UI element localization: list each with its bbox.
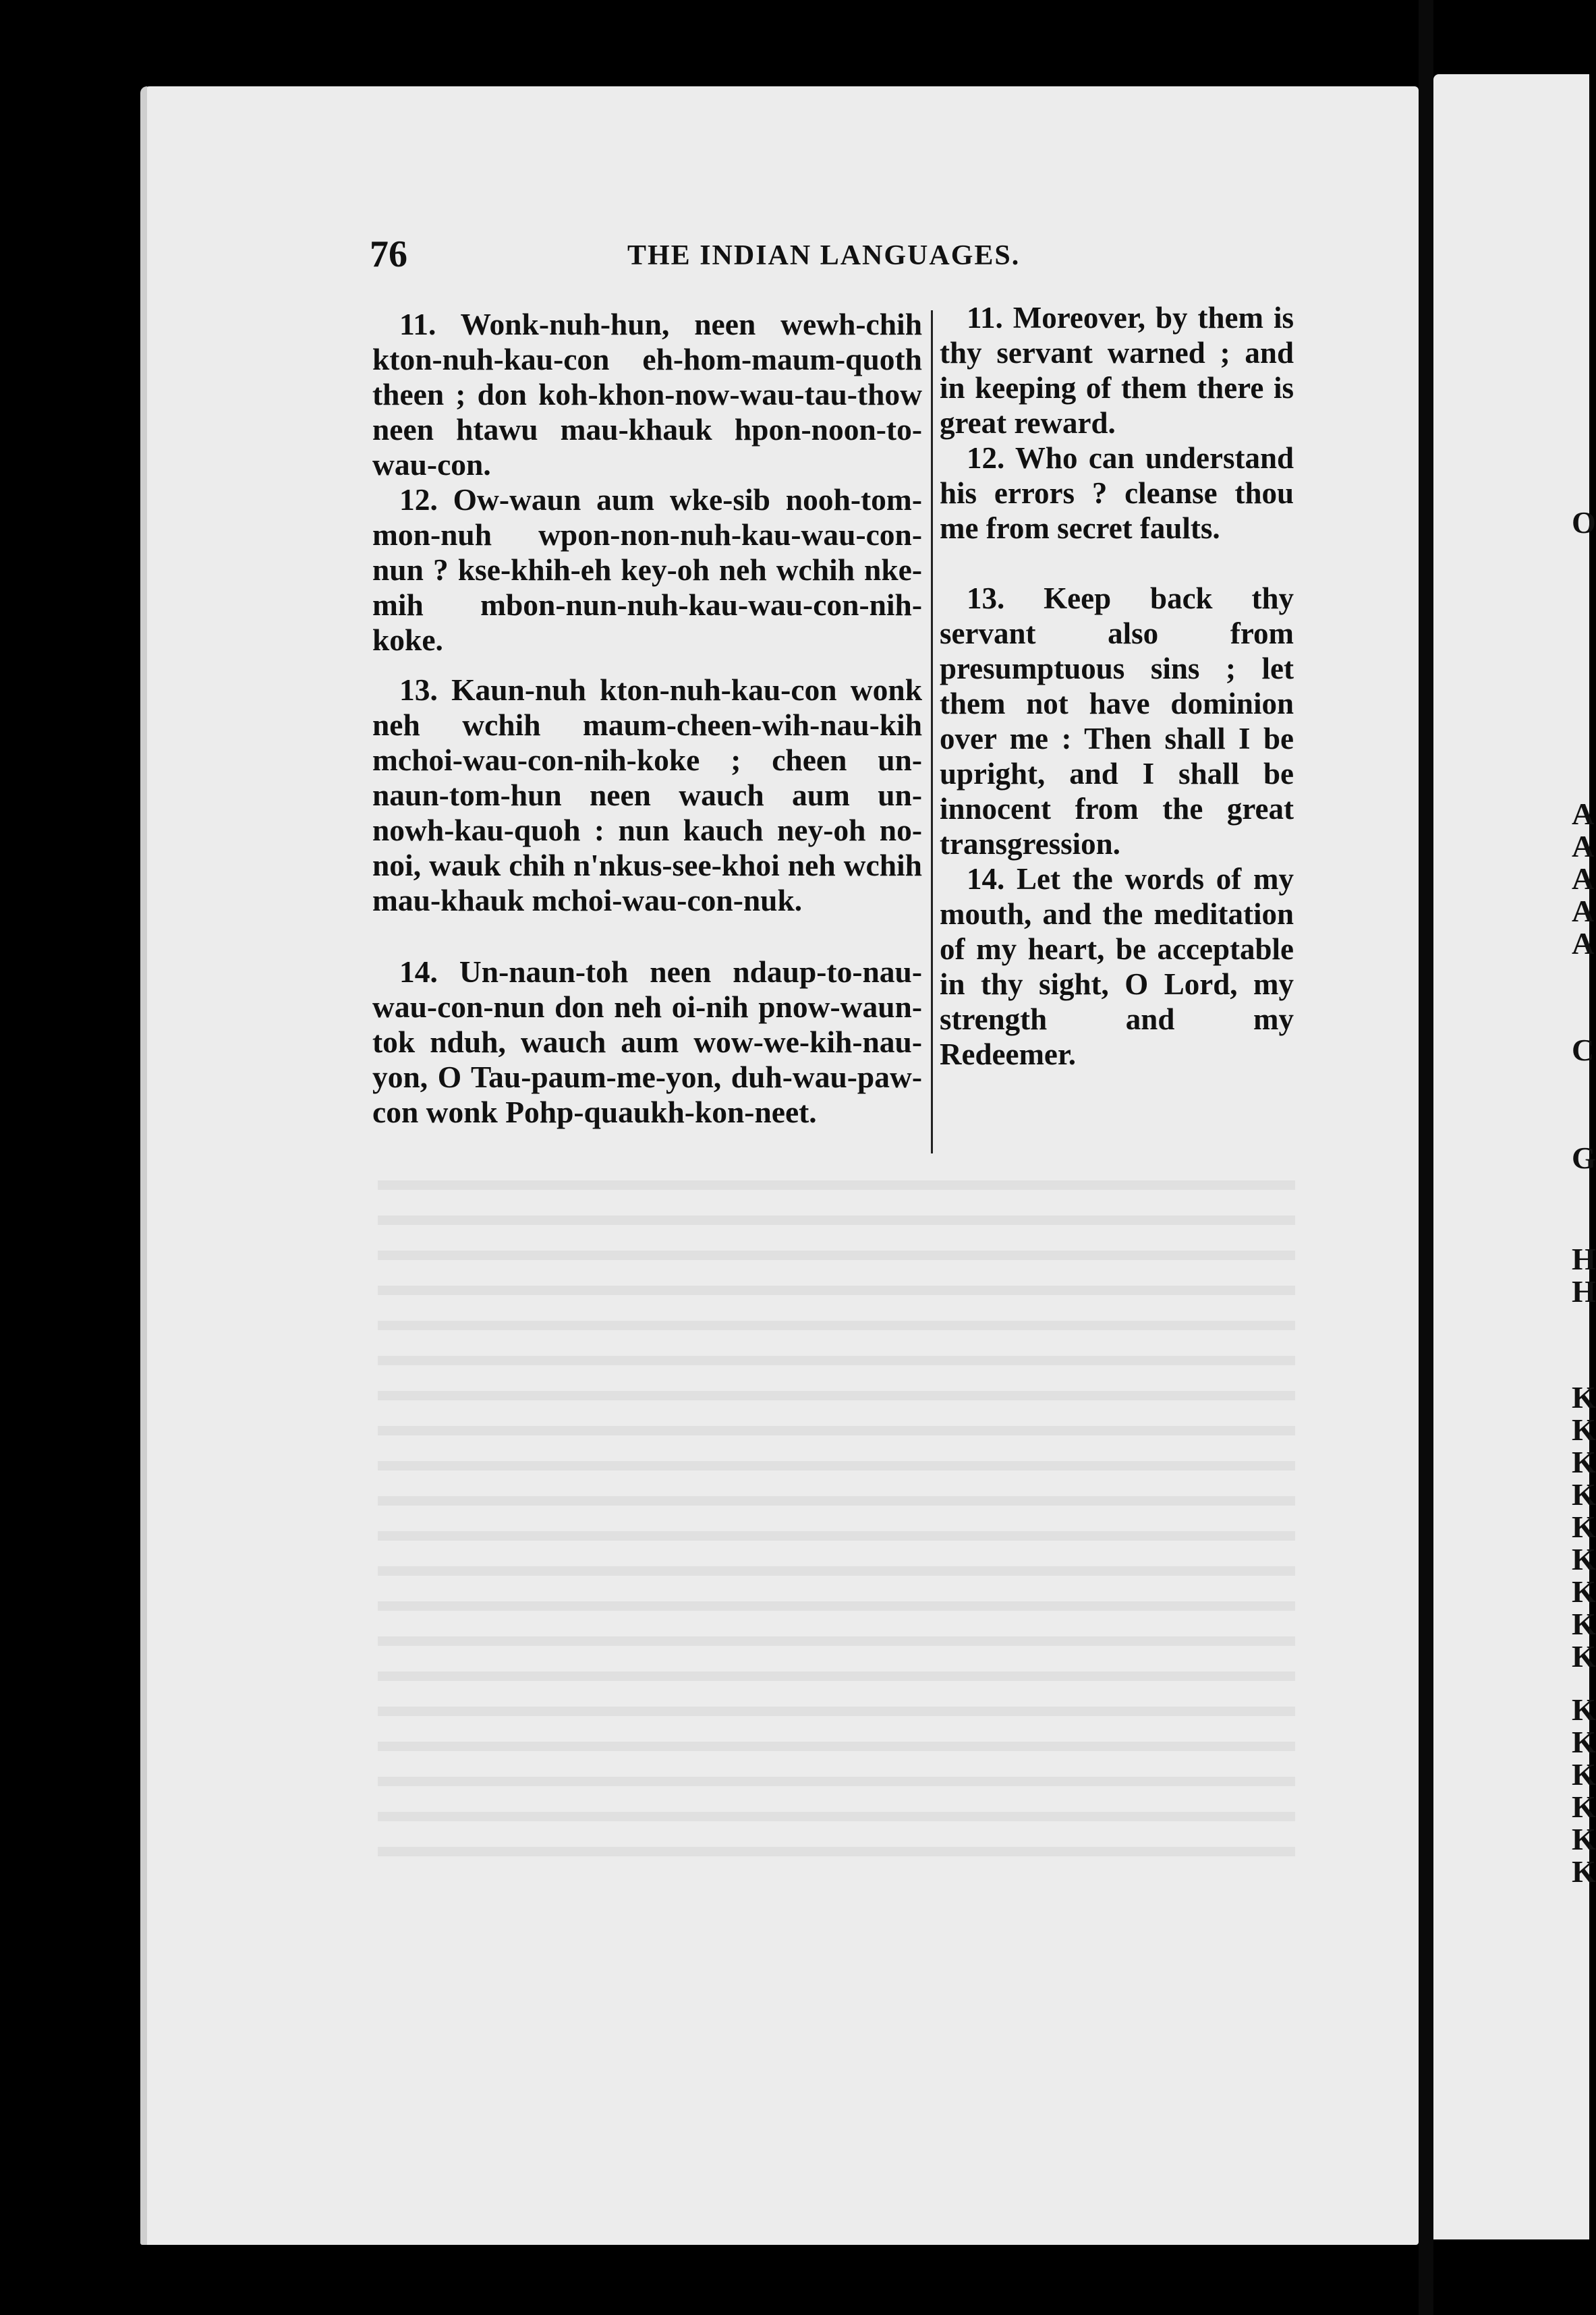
native-verse-13: 13. Kaun-nuh kton-nuh-kau-con wonk neh wchih maum-cheen-wih-nau-kih mchoi-wau-con-nih-koke ; cheen un-naun-tom-hun neen wauch aum un-nowh-kau-quoh : nun kauch ney-oh no-noi, wauk chih n'nkus-see-khoi neh wchih mau-khauk mchoi-wau-con-nuk.	[372, 673, 922, 917]
gutter-shadow	[1419, 0, 1433, 2315]
native-verse-12: 12. Ow-waun aum wke-sib nooh-tom-mon-nuh wpon-non-nuh-kau-wau-con-nun ? kse-khih-eh key-oh neh wchih nke-mih mbon-nun-nuh-kau-wau-con-nih-koke.	[372, 482, 922, 657]
native-verse-14: 14. Un-naun-toh neen ndaup-to-nau-wau-con-nun don neh oi-nih pnow-waun-tok nduh, wauch aum wow-we-kih-nau-yon, O Tau-paum-me-yon, duh-wau-paw-con wonk Pohp-quaukh-kon-neet.	[372, 954, 922, 1129]
margin-letter: K	[1572, 1477, 1596, 1512]
running-head	[370, 233, 1314, 287]
margin-letter: K	[1572, 1574, 1596, 1609]
english-verse-13: 13. Keep back thy servant also from presumptuous sins ; let them not have dominion over me : Then shall I be upright, and I shall be innocent from the great transgression.	[940, 581, 1294, 861]
adjacent-page	[1433, 74, 1589, 2239]
margin-letter: H	[1572, 1242, 1596, 1276]
native-language-column	[372, 307, 922, 1130]
english-column	[940, 300, 1294, 1072]
margin-letter: K	[1572, 1412, 1596, 1447]
english-verse-14: 14. Let the words of my mouth, and the meditation of my heart, be acceptable in thy sight, O Lord, my strength and my Redeemer.	[940, 862, 1294, 1071]
margin-letter: A	[1572, 894, 1595, 928]
margin-letter: K	[1572, 1725, 1596, 1759]
margin-letter: K	[1572, 1854, 1596, 1889]
column-divider	[931, 310, 933, 1153]
margin-letter: K	[1572, 1510, 1596, 1544]
margin-letter: A	[1572, 797, 1595, 831]
margin-letter: A	[1572, 861, 1595, 896]
page-number: 76	[370, 233, 407, 275]
english-verse-12: 12. Who can understand his errors ? cleanse thou me from secret faults.	[940, 441, 1294, 545]
margin-letter: C	[1572, 1033, 1595, 1067]
margin-letter: O	[1572, 505, 1596, 540]
margin-letter: A	[1572, 926, 1595, 961]
bleed-through-text	[378, 1160, 1295, 1875]
margin-letter: K	[1572, 1692, 1596, 1727]
page-edge	[140, 86, 147, 2245]
english-verse-11: 11. Moreover, by them is thy servant warned ; and in keeping of them there is great reward.	[940, 301, 1294, 440]
margin-letter: K	[1572, 1445, 1596, 1479]
margin-letter: K	[1572, 1757, 1596, 1792]
native-verse-11: 11. Wonk-nuh-hun, neen wewh-chih kton-nuh-kau-con eh-hom-maum-quoth theen ; don koh-khon-now-wau-tau-thow neen htawu mau-khauk hpon-noon-to-wau-con.	[372, 307, 922, 482]
margin-letter: A	[1572, 829, 1595, 863]
margin-letter: K	[1572, 1639, 1596, 1674]
running-title: THE INDIAN LANGUAGES.	[627, 240, 1021, 271]
margin-letter: G	[1572, 1141, 1596, 1175]
margin-letter: K	[1572, 1542, 1596, 1576]
margin-letter: H	[1572, 1274, 1596, 1309]
margin-letter: K	[1572, 1380, 1596, 1414]
margin-letter: K	[1572, 1607, 1596, 1641]
margin-letter: K	[1572, 1822, 1596, 1856]
margin-letter: K	[1572, 1790, 1596, 1824]
